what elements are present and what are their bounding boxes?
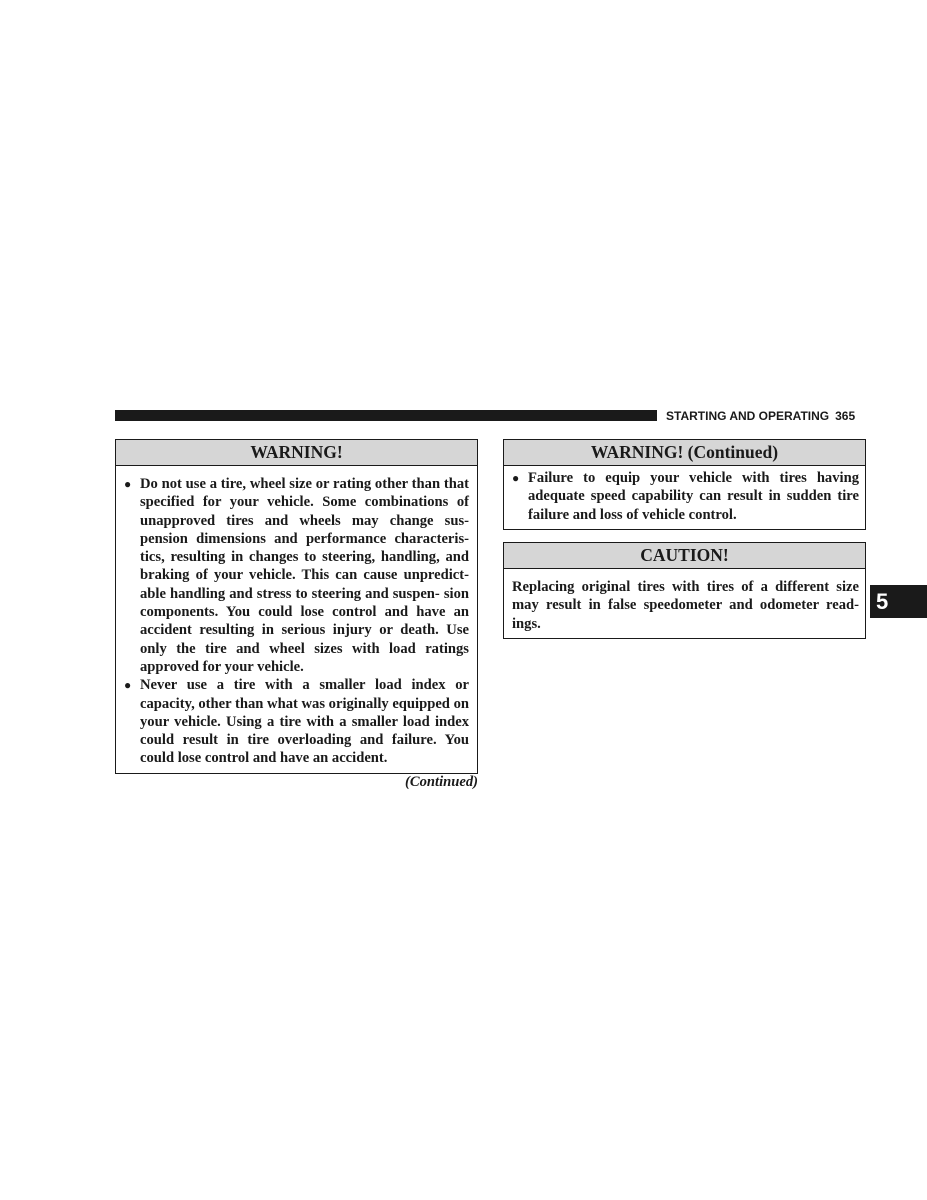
warning-body [116,466,477,768]
list-item: ● Failure to equip your vehicle with tires having adequate speed capability can result in sudden tire failure and loss of vehicle control. [512,470,859,523]
running-header [666,408,866,424]
header-rule [115,410,657,421]
bullet-icon: ● [124,678,132,693]
page-number: 365 [835,409,856,423]
warning-continued-body [504,466,865,524]
warning-box-right [503,439,866,530]
warning-box-left [115,439,478,774]
list-item: ● Never use a tire with a smaller load index or capacity, other than what was originally equipped on your vehicle. Using a tire with a smaller load index could result in tire overloading and failure. You could lose control and have an accident. [124,677,469,767]
section-tab: 5 [870,585,927,618]
continued-note: (Continued) [405,774,478,790]
caution-title: CAUTION! [504,543,865,569]
list-item: ● Do not use a tire, wheel size or rating other than that specified for your vehicle. Some combinations of unapproved tires and wheels may change sus- pension dimensions and performance characteris- tics, resulting in changes to steering, handling, and braking of your vehicle. This can cause unpredict- able handling and stress to steering and suspen- sion components. You could lose control and have an accident resulting in serious injury or death. Use only the tire and wheel sizes with load ratings approved for your vehicle. [124,476,469,675]
caution-box [503,542,866,639]
warning-title: WARNING! [116,440,477,466]
warning-continued-title: WARNING! (Continued) [504,440,865,466]
bullet-icon: ● [512,471,520,485]
section-title: STARTING AND OPERATING [666,409,830,423]
caution-text: Replacing original tires with tires of a different size may result in false speedometer and odometer read- ings. [512,579,859,632]
bullet-icon: ● [124,477,132,491]
